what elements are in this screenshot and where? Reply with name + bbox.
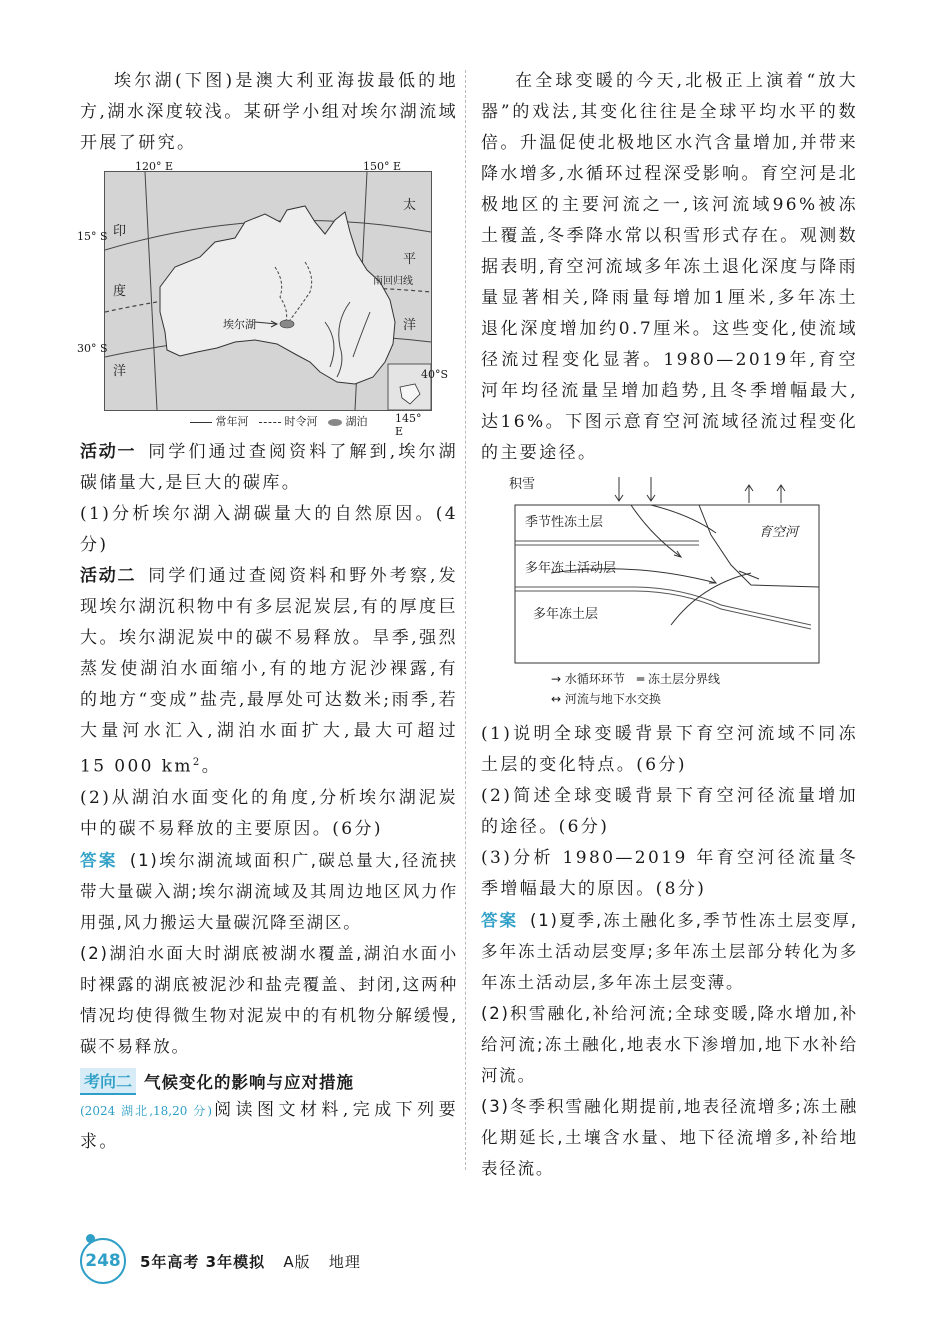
ocean-right-2: 平 <box>403 252 417 267</box>
ocean-left-1: 印 <box>113 224 127 239</box>
answer-1-right: (1)夏季,冻土融化多,季节性冻土层变厚,多年冻土活动层变厚;多年冻土层部分转化为多年冻土活动层,多年冻土层变薄。 <box>481 911 858 992</box>
page-number: 248 <box>80 1238 126 1284</box>
permafrost-label: 多年冻土层 <box>533 607 599 622</box>
answer-2-left: (2)湖泊水面大时湖底被湖水覆盖,湖泊水面小时裸露的湖底被泥沙和盐壳覆盖、封闭,这两种情况均使得微生物对泥炭中的有机物分解缓慢,碳不易释放。 <box>80 943 458 1056</box>
legend-seasonal: 时令河 <box>284 415 318 428</box>
snow-label: 积雪 <box>509 477 536 492</box>
ocean-left-2: 度 <box>113 284 127 299</box>
lat-label-30: 30° S <box>77 342 108 355</box>
answer-label-left: 答案 <box>80 850 118 870</box>
activity-two-label: 活动二 <box>80 566 137 586</box>
activity-two-text: 同学们通过查阅资料和野外考察,发现埃尔湖沉积物中有多层泥炭层,有的厚度巨大。埃尔湖泥炭中的碳不易释放。旱季,强烈蒸发使湖泊水面缩小,有的地方泥沙裸露,有的地方“变成”盐壳,最厚处可达数米;雨季,若大量河水汇入,湖泊水面扩大,最大可超过 15 000 km <box>80 566 458 777</box>
source-line <box>80 1095 458 1158</box>
question-1-right: (1)说明全球变暖背景下育空河流域不同冻土层的变化特点。(6分) <box>481 724 858 775</box>
seasonal-layer-label: 季节性冻土层 <box>525 515 604 530</box>
km-superscript: 2 <box>192 757 202 768</box>
activity-one-label: 活动一 <box>80 442 137 462</box>
question-3-right: (3)分析 1980—2019 年育空河径流量冬季增幅最大的原因。(8分) <box>481 848 858 899</box>
left-answer <box>80 845 458 1062</box>
question-2-left: (2)从湖泊水面变化的角度,分析埃尔湖泥炭中的碳不易释放的主要原因。(6分) <box>80 787 458 839</box>
section-title: 气候变化的影响与应对措施 <box>144 1073 355 1093</box>
legend-exchange: 河流与地下水交换 <box>564 692 661 706</box>
lon-label-120: 120° E <box>135 160 174 173</box>
activity-two-end: 。 <box>201 756 222 777</box>
active-layer-label: 多年冻土活动层 <box>525 561 617 576</box>
inset-lon-label: 145° E <box>395 412 422 438</box>
right-intro: 在全球变暖的今天,北极正上演着“放大器”的戏法,其变化往往是全球平均水平的数倍。升温促使北极地区水汽含量增加,并带来降水增多,水循环过程深受影响。育空河是北极地区的主要河流之一,该河流域96%被冻土覆盖,冬季降水常以积雪形式存在。观测数据表明,育空河流域多年冻土退化深度与降雨量显著相关,降雨量每增加1厘米,多年冻土退化深度增加约0.7厘米。这些变化,使流域径流过程变化显著。1980—2019年,育空河年均径流量呈增加趋势,且冬季增幅最大,达16%。下图示意育空河流域径流过程变化的主要途径。 <box>481 71 858 463</box>
source-instruction: 阅读图文材料,完成下列要求。 <box>80 1099 458 1152</box>
source-citation: (2024 湖北,18,20 分) <box>80 1103 213 1118</box>
book-name: 5年高考 3年模拟 <box>140 1252 266 1271</box>
lat-label-15: 15° S <box>77 230 108 243</box>
left-column <box>77 66 458 1158</box>
activity-one <box>80 437 458 499</box>
tropic-label: 南回归线 <box>373 276 413 287</box>
answer-label-right: 答案 <box>481 911 518 930</box>
legend-lake: 湖泊 <box>345 415 368 428</box>
book-title <box>140 1251 373 1272</box>
section-tag: 考向二 <box>80 1068 136 1095</box>
diagram-legend: → 水循环环节 ═ 冻土层分界线 ↔ 河流与地下水交换 <box>551 672 720 706</box>
answer-2-right: (2)积雪融化,补给河流;全球变暖,降水增加,补给河流;冻土融化,地表水下渗增加,地下水补给河流。 <box>481 1004 858 1085</box>
book-edition: A版 <box>283 1252 311 1271</box>
question-1-left: (1)分析埃尔湖入湖碳量大的自然原因。(4分) <box>80 504 458 555</box>
section-heading <box>80 1068 458 1095</box>
yukon-diagram <box>511 475 821 709</box>
question-2-right: (2)简述全球变暖背景下育空河径流量增加的途径。(6分) <box>481 786 858 837</box>
lon-label-150: 150° E <box>363 160 402 173</box>
inset-lat-label: 40°S <box>421 368 449 381</box>
lake-eyre-label: 埃尔湖 <box>223 318 256 331</box>
column-divider <box>465 70 466 1170</box>
ocean-right-3: 洋 <box>403 318 417 333</box>
legend-perennial: 常年河 <box>215 415 249 428</box>
ocean-right-1: 太 <box>403 198 417 213</box>
answer-1-left: (1)埃尔湖流域面积广,碳总量大,径流挟带大量碳入湖;埃尔湖流域及其周边地区风力作用强,风力搬运大量碳沉降至湖区。 <box>80 850 458 932</box>
yukon-river-label: 育空河 <box>759 525 799 540</box>
legend-boundary: 冻土层分界线 <box>647 672 720 686</box>
right-answer <box>481 905 858 1184</box>
page-footer <box>80 1238 373 1284</box>
left-intro: 埃尔湖(下图)是澳大利亚海拔最低的地方,湖水深度较浅。某研学小组对埃尔湖流域开展了研究。 <box>80 71 458 153</box>
book-subject: 地理 <box>328 1252 361 1271</box>
activity-one-text: 同学们通过查阅资料了解到,埃尔湖碳储量大,是巨大的碳库。 <box>80 442 458 493</box>
answer-3-right: (3)冬季积雪融化期提前,地表径流增多;冻土融化期延长,土壤含水量、地下径流增多,补给地表径流。 <box>481 1097 858 1178</box>
activity-two <box>80 561 458 783</box>
right-column <box>481 66 858 1184</box>
ocean-left-3: 洋 <box>113 364 127 379</box>
legend-water-cycle: 水循环环节 <box>564 672 625 686</box>
